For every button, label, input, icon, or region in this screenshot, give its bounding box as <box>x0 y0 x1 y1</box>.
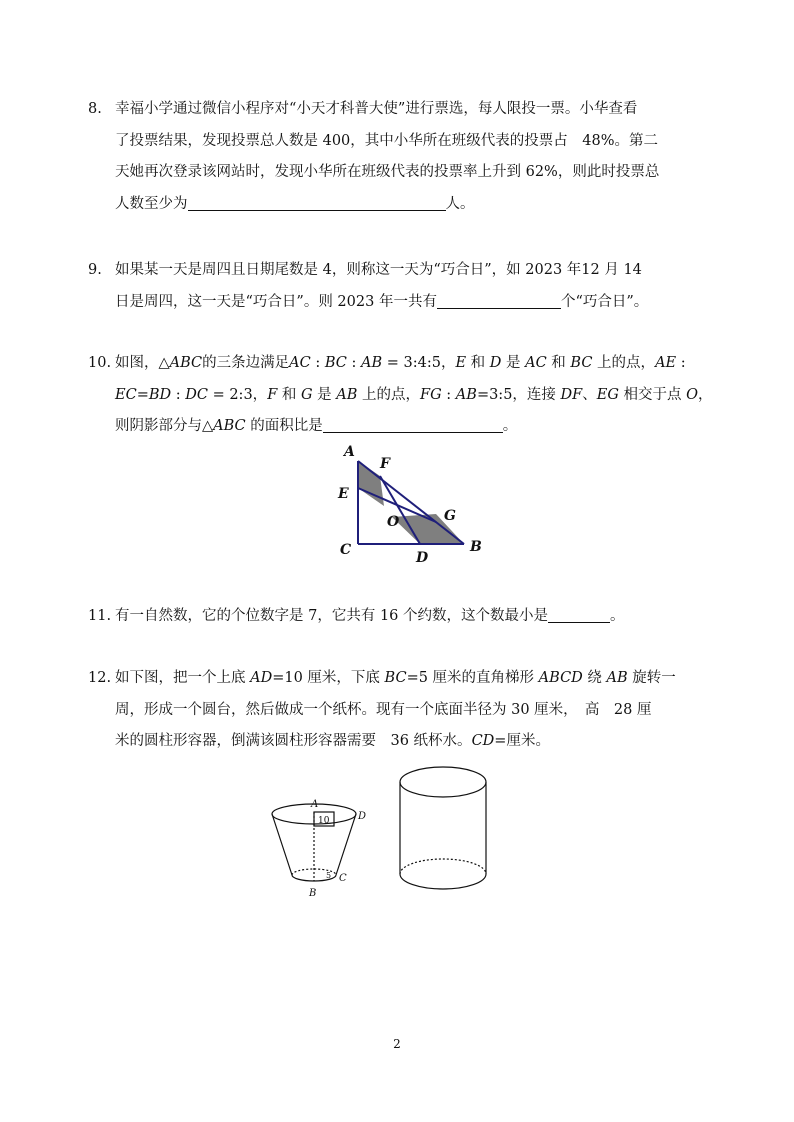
text-segment: : <box>346 355 361 371</box>
math-var: G <box>300 386 313 403</box>
text-segment: 如下图，把一个上底 <box>115 670 251 686</box>
text-segment: 上的点， <box>357 386 421 403</box>
question-number: 9. <box>88 262 102 278</box>
question-line <box>115 287 728 319</box>
text-segment: 如图，△ <box>115 355 170 371</box>
math-var: ABCD <box>538 670 583 686</box>
question-number: 11. <box>88 608 112 624</box>
question-line: 了投票结果，发现投票总人数是 400，其中小华所在班级代表的投票占 48%。第二 <box>115 132 659 149</box>
answer-blank[interactable] <box>323 418 503 434</box>
answer-blank[interactable] <box>188 195 446 211</box>
math-var: E <box>455 355 467 371</box>
label-f: F <box>380 456 390 472</box>
math-var: AE <box>655 355 677 371</box>
text-segment: 个“巧合日”。 <box>560 293 649 310</box>
label-a: A <box>344 444 355 460</box>
text-segment: = <box>136 386 149 403</box>
question-line <box>115 726 728 758</box>
cup-label-5: 5 <box>326 871 332 880</box>
question-line: 天她再次登录该网站时，发现小华所在班级代表的投票率上升到 62%，则此时投票总 <box>115 164 660 180</box>
question-line: 如果某一天是周四且日期尾数是 4，则称这一天为“巧合日”，如 2023 年12 月 14 <box>115 262 642 278</box>
math-var: AC <box>289 355 311 371</box>
cylinder-bottom-back <box>400 859 486 874</box>
text-segment: 人。 <box>445 195 475 212</box>
question-line <box>115 380 728 412</box>
text-segment: 日是周四，这一天是“巧合日”。则 2023 年一共有 <box>115 293 437 310</box>
math-var: BD <box>148 386 172 403</box>
question-12 <box>88 663 728 758</box>
math-var: AB <box>336 386 358 403</box>
cylinder-figure <box>392 762 502 898</box>
math-var: BC <box>384 670 407 686</box>
answer-blank[interactable] <box>437 293 561 309</box>
text-segment: = 2:3， <box>207 386 268 403</box>
text-segment: 相交于点 <box>618 386 687 403</box>
math-var: F <box>267 386 278 403</box>
cup-label-d: D <box>358 811 367 822</box>
cup-label-10: 10 <box>318 816 330 826</box>
math-var: D <box>489 355 502 371</box>
cylinder-top <box>400 767 486 797</box>
text-segment: 。 <box>502 418 518 434</box>
paper-cup-figure <box>262 795 372 905</box>
cup-label-b: B <box>309 888 317 899</box>
cup-right-side <box>336 814 356 875</box>
label-o: O <box>387 514 400 530</box>
question-line <box>115 189 728 221</box>
text-segment: : <box>676 355 686 371</box>
label-c: C <box>340 542 352 558</box>
cup-label-a: A <box>311 799 319 810</box>
question-line <box>115 348 728 380</box>
question-9 <box>88 255 728 318</box>
math-var: AB <box>360 355 383 371</box>
math-var: AB <box>606 670 628 686</box>
triangle-figure <box>330 436 500 568</box>
answer-blank[interactable] <box>548 608 610 624</box>
question-text <box>115 348 728 443</box>
text-segment: 的三条边满足 <box>202 355 290 371</box>
text-segment: ， <box>698 386 713 403</box>
math-var: DF <box>560 386 583 403</box>
math-var: DC <box>185 386 208 403</box>
text-segment: : <box>171 386 186 403</box>
question-line: 幸福小学通过微信小程序对“小天才科普大使”进行票选，每人限投一票。小华查看 <box>115 101 638 117</box>
text-segment: 和 <box>277 386 301 403</box>
text-segment: =10 厘米，下底 <box>272 670 385 686</box>
text-segment: 绕 <box>582 670 607 686</box>
text-segment: = 3:4:5， <box>382 355 456 371</box>
text-segment: 和 <box>466 355 490 371</box>
text-segment: : <box>310 355 325 371</box>
question-number: 12. <box>88 670 112 686</box>
text-segment: : <box>441 386 456 403</box>
question-number: 10. <box>88 355 112 371</box>
text-segment: 和 <box>546 355 571 371</box>
question-text <box>115 601 728 633</box>
text-segment: 旋转一 <box>627 670 676 686</box>
text-segment: 则阴影部分与△ <box>115 418 214 434</box>
text-segment: 人数至少为 <box>115 195 188 212</box>
cup-left-side <box>272 814 292 875</box>
text-segment: 是 <box>501 355 526 371</box>
question-line: 周，形成一个圆台，然后做成一个纸杯。现有一个底面半径为 30 厘米， 高 28 厘 <box>115 701 652 718</box>
text-segment: =3:5，连接 <box>476 386 561 403</box>
math-var: EC <box>115 386 137 403</box>
question-text <box>115 663 728 758</box>
question-8 <box>88 94 728 220</box>
math-var: AC <box>525 355 547 371</box>
label-e: E <box>338 486 349 502</box>
label-b: B <box>470 539 482 555</box>
page-number: 2 <box>393 1037 401 1051</box>
question-line <box>115 601 728 633</box>
math-var: BC <box>324 355 347 371</box>
math-var: EG <box>596 386 619 403</box>
math-var: ABC <box>213 418 246 434</box>
math-var: O <box>686 386 699 403</box>
label-g: G <box>444 508 456 524</box>
text-segment: =厘米。 <box>494 733 550 749</box>
math-var: CD <box>471 733 495 749</box>
math-var: BC <box>570 355 593 371</box>
text-segment: 是 <box>312 386 337 403</box>
text-segment: 有一自然数，它的个位数字是 7，它共有 16 个约数，这个数最小是 <box>115 608 549 624</box>
label-d: D <box>416 550 429 566</box>
text-segment: 上的点， <box>592 355 656 371</box>
math-var: AD <box>250 670 273 686</box>
question-11 <box>88 601 728 633</box>
text-segment: =5 厘米的直角梯形 <box>406 670 539 686</box>
question-line <box>115 663 728 695</box>
cylinder-bottom-front <box>400 874 486 889</box>
text-segment: 。 <box>610 608 625 624</box>
math-var: ABC <box>169 355 203 371</box>
question-text <box>115 94 728 220</box>
math-var: FG <box>420 386 442 403</box>
math-var: AB <box>455 386 477 403</box>
text-segment: 、 <box>582 386 597 403</box>
question-10 <box>88 348 728 443</box>
cup-label-c: C <box>339 873 347 884</box>
question-number: 8. <box>88 101 102 117</box>
question-text <box>115 255 728 318</box>
text-segment: 米的圆柱形容器，倒满该圆柱形容器需要 36 纸杯水。 <box>115 733 472 749</box>
text-segment: 的面积比是 <box>245 418 323 434</box>
segment-df <box>380 476 420 544</box>
